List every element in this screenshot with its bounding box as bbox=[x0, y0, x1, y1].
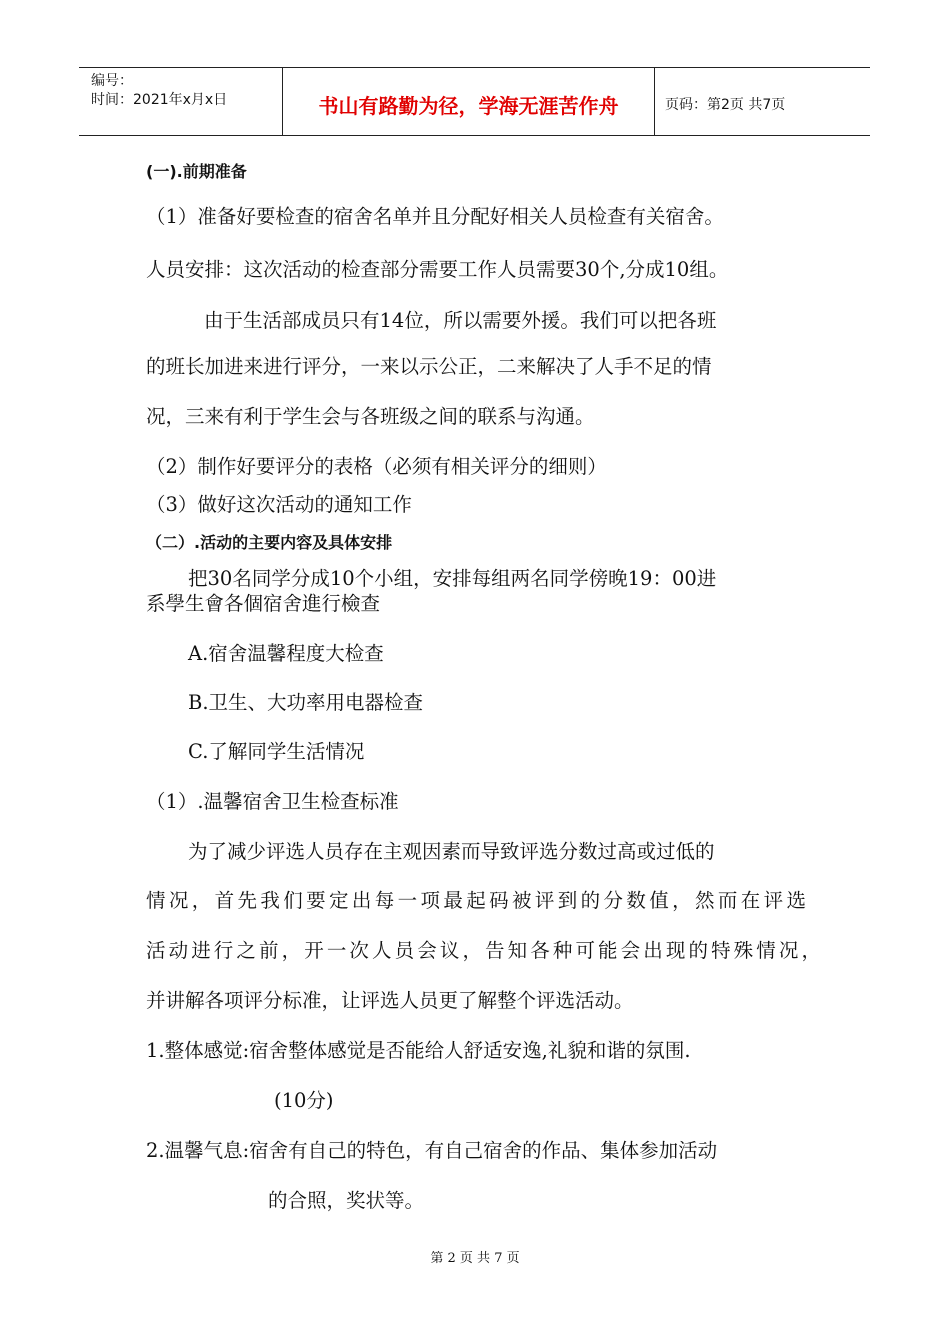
para3-line2: 情况，首先我们要定出每一项最起码被评到的分数值，然而在评选 bbox=[146, 889, 806, 912]
para3-line1: 为了减少评选人员存在主观因素而导致评选分数过高或过低的 bbox=[188, 840, 715, 863]
section2-title: （二）.活动的主要内容及具体安排 bbox=[146, 533, 393, 552]
para2-line1: 把30名同学分成10个小组，安排每组两名同学傍晚19：00进 bbox=[188, 567, 717, 590]
check-item-c: C.了解同学生活情况 bbox=[188, 740, 365, 763]
check-item-a: A.宿舍温馨程度大检查 bbox=[188, 642, 384, 665]
number-label: 编号： bbox=[91, 73, 133, 89]
criterion-1-line1: 1.整体感觉:宿舍整体感觉是否能给人舒适安逸,礼貌和谐的氛围. bbox=[146, 1039, 691, 1062]
check-item-b: B.卫生、大功率用电器检查 bbox=[188, 691, 424, 714]
para1-line3: 况，三来有利于学生会与各班级之间的联系与沟通。 bbox=[146, 405, 595, 428]
para1-line2: 的班长加进来进行评分，一来以示公正，二来解决了人手不足的情 bbox=[146, 355, 712, 378]
header-info-cell bbox=[79, 68, 283, 135]
para1-line1: 由于生活部成员只有14位，所以需要外援。我们可以把各班 bbox=[204, 309, 717, 332]
prep-item-1: （1）准备好要检查的宿舍名单并且分配好相关人员检查有关宿舍。 bbox=[146, 205, 724, 228]
prep-item-2: （2）制作好要评分的表格（必须有相关评分的细则） bbox=[146, 455, 607, 478]
page-footer: 第 2 页 共 7 页 bbox=[430, 1251, 520, 1266]
header-page-cell bbox=[655, 68, 870, 135]
criterion-2-line2: 的合照，奖状等。 bbox=[268, 1189, 425, 1212]
prep-item-3: （3）做好这次活动的通知工作 bbox=[146, 493, 412, 516]
motto-text: 书山有路勤为径，学海无涯苦作舟 bbox=[318, 94, 619, 118]
criterion-2-line1: 2.温馨气息:宿舍有自己的特色，有自己宿舍的作品、集体参加活动 bbox=[146, 1139, 718, 1162]
header-motto-cell bbox=[283, 68, 655, 135]
criterion-1-score: (10分) bbox=[274, 1089, 334, 1112]
para3-line3: 活动进行之前，开一次人员会议，告知各种可能会出现的特殊情况， bbox=[146, 939, 821, 962]
header-table bbox=[79, 67, 870, 136]
staff-arrangement: 人员安排：这次活动的检查部分需要工作人员需要30个,分成10组。 bbox=[146, 258, 729, 281]
para3-line4: 并讲解各项评分标准，让评选人员更了解整个评选活动。 bbox=[146, 989, 634, 1012]
para2-line2: 系學生會各個宿舍進行檢查 bbox=[146, 592, 381, 615]
date-label: 时间：2021年x月x日 bbox=[91, 92, 228, 108]
section1-title: (一).前期准备 bbox=[146, 162, 247, 181]
standard-title: （1）.温馨宿舍卫生检查标准 bbox=[146, 790, 399, 813]
page-label: 页码：第2页 共7页 bbox=[665, 96, 786, 113]
